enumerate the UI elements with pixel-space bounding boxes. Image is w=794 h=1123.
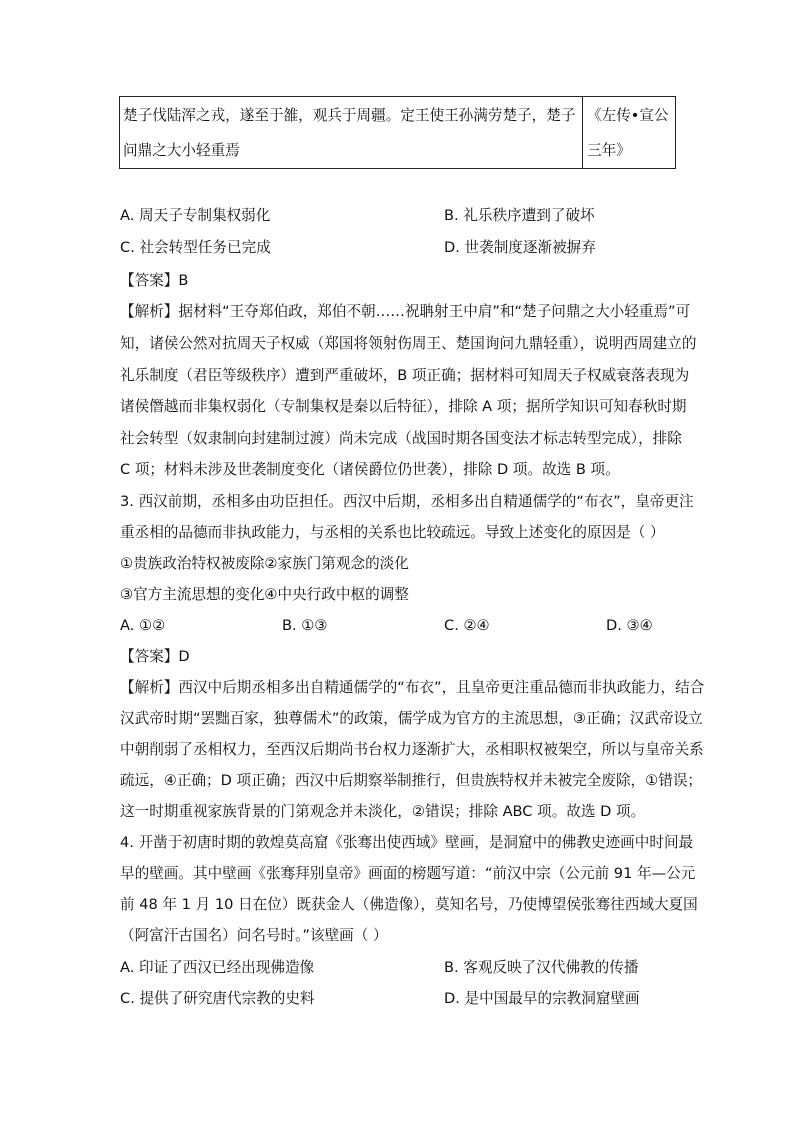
q2-option-a: A. 周天子专制集权弱化 bbox=[120, 207, 271, 224]
q3-stem-line-2: 重丞相的品德而非执政能力，与丞相的关系也比较疏远。导致上述变化的原因是（ ） bbox=[120, 524, 665, 541]
q4-stem-line-4: （阿富汗古国名）问名号时。”该壁画（ ） bbox=[120, 927, 388, 944]
material-cell bbox=[120, 97, 583, 169]
material-text-line-1: 楚子伐陆浑之戎，遂至于雒，观兵于周疆。定王使王孙满劳楚子，楚子 bbox=[123, 107, 576, 124]
material-table bbox=[119, 96, 676, 169]
source-cell bbox=[583, 97, 676, 169]
q3-analysis-line-2: 汉武帝时期“罢黜百家，独尊儒术”的政策，儒学成为官方的主流思想，③正确；汉武帝设立 bbox=[120, 710, 703, 727]
q3-analysis-line-3: 中朝削弱了丞相权力，至西汉后期尚书台权力逐渐扩大，丞相职权被架空，所以与皇帝关系 bbox=[120, 741, 704, 758]
source-text-line-1: 《左传•宣公 bbox=[587, 107, 669, 124]
q4-stem-line-2: 早的壁画。其中壁画《张骞拜别皇帝》画面的榜题写道：“前汉中宗（公元前 91 年—公元 bbox=[120, 865, 696, 882]
q2-option-c: C. 社会转型任务已完成 bbox=[120, 239, 271, 256]
q2-answer: 【答案】B bbox=[120, 272, 189, 289]
q4-option-b: B. 客观反映了汉代佛教的传播 bbox=[444, 959, 639, 976]
q2-analysis-line-4: 诸侯僭越而非集权弱化（专制集权是秦以后特征），排除 A 项；据所学知识可知春秋时期 bbox=[120, 398, 687, 415]
q3-option-c: C. ②④ bbox=[444, 617, 490, 634]
q2-analysis-line-5: 社会转型（奴隶制向封建制过渡）尚未完成（战国时期各国变法才标志转型完成），排除 bbox=[120, 430, 682, 447]
q2-analysis-line-3: 礼乐制度（君臣等级秩序）遭到严重破坏，B 项正确；据材料可知周天子权威衰落表现为 bbox=[120, 367, 690, 384]
q3-option-a: A. ①② bbox=[120, 617, 166, 634]
q4-stem-line-1: 4. 开凿于初唐时期的敦煌莫高窟《张骞出使西域》壁画，是洞窟中的佛教史迹画中时间最 bbox=[120, 834, 694, 851]
q3-option-d: D. ③④ bbox=[606, 617, 653, 634]
q3-option-b: B. ①③ bbox=[282, 617, 328, 634]
q2-analysis-line-2: 知，诸侯公然对抗周天子权威（郑国将领射伤周王、楚国询问九鼎轻重），说明西周建立的 bbox=[120, 335, 697, 352]
q4-stem-line-3: 前 48 年 1 月 10 日在位）既获金人（佛造像），莫知名号，乃使博望侯张骞往西域大夏国 bbox=[120, 896, 698, 913]
table-row bbox=[120, 97, 676, 169]
q3-item-line-1: ①贵族政治特权被废除②家族门第观念的淡化 bbox=[120, 555, 409, 572]
q4-option-d: D. 是中国最早的宗教洞窟壁画 bbox=[444, 990, 640, 1007]
q3-analysis-line-5: 这一时期重视家族背景的门第观念并未淡化，②错误；排除 ABC 项。故选 D 项。 bbox=[120, 803, 646, 820]
source-text-line-2: 三年》 bbox=[587, 142, 631, 159]
q4-option-c: C. 提供了研究唐代宗教的史料 bbox=[120, 990, 315, 1007]
q3-analysis-line-4: 疏远，④正确；D 项正确；西汉中后期察举制推行，但贵族特权并未被完全废除，①错误； bbox=[120, 772, 703, 789]
q4-option-a: A. 印证了西汉已经出现佛造像 bbox=[120, 959, 315, 976]
material-text-line-2: 问鼎之大小轻重焉 bbox=[123, 142, 240, 159]
q3-item-line-2: ③官方主流思想的变化④中央行政中枢的调整 bbox=[120, 586, 409, 603]
q3-stem-line-1: 3. 西汉前期，丞相多由功臣担任。西汉中后期，丞相多出自精通儒学的“布衣”，皇帝更注 bbox=[120, 493, 694, 510]
q2-option-d: D. 世袭制度逐渐被摒弃 bbox=[444, 239, 596, 256]
q3-analysis-line-1: 【解析】西汉中后期丞相多出自精通儒学的“布衣”，且皇帝更注重品德而非执政能力，结合 bbox=[120, 679, 705, 696]
q2-analysis-line-6: C 项；材料未涉及世袭制度变化（诸侯爵位仍世袭），排除 D 项。故选 B 项。 bbox=[120, 461, 620, 478]
q2-option-b: B. 礼乐秩序遭到了破坏 bbox=[444, 207, 595, 224]
q3-answer: 【答案】D bbox=[120, 648, 190, 665]
q2-analysis-line-1: 【解析】据材料“王夺郑伯政，郑伯不朝……祝聃射王中肩”和“楚子问鼎之大小轻重焉”可 bbox=[120, 303, 691, 320]
